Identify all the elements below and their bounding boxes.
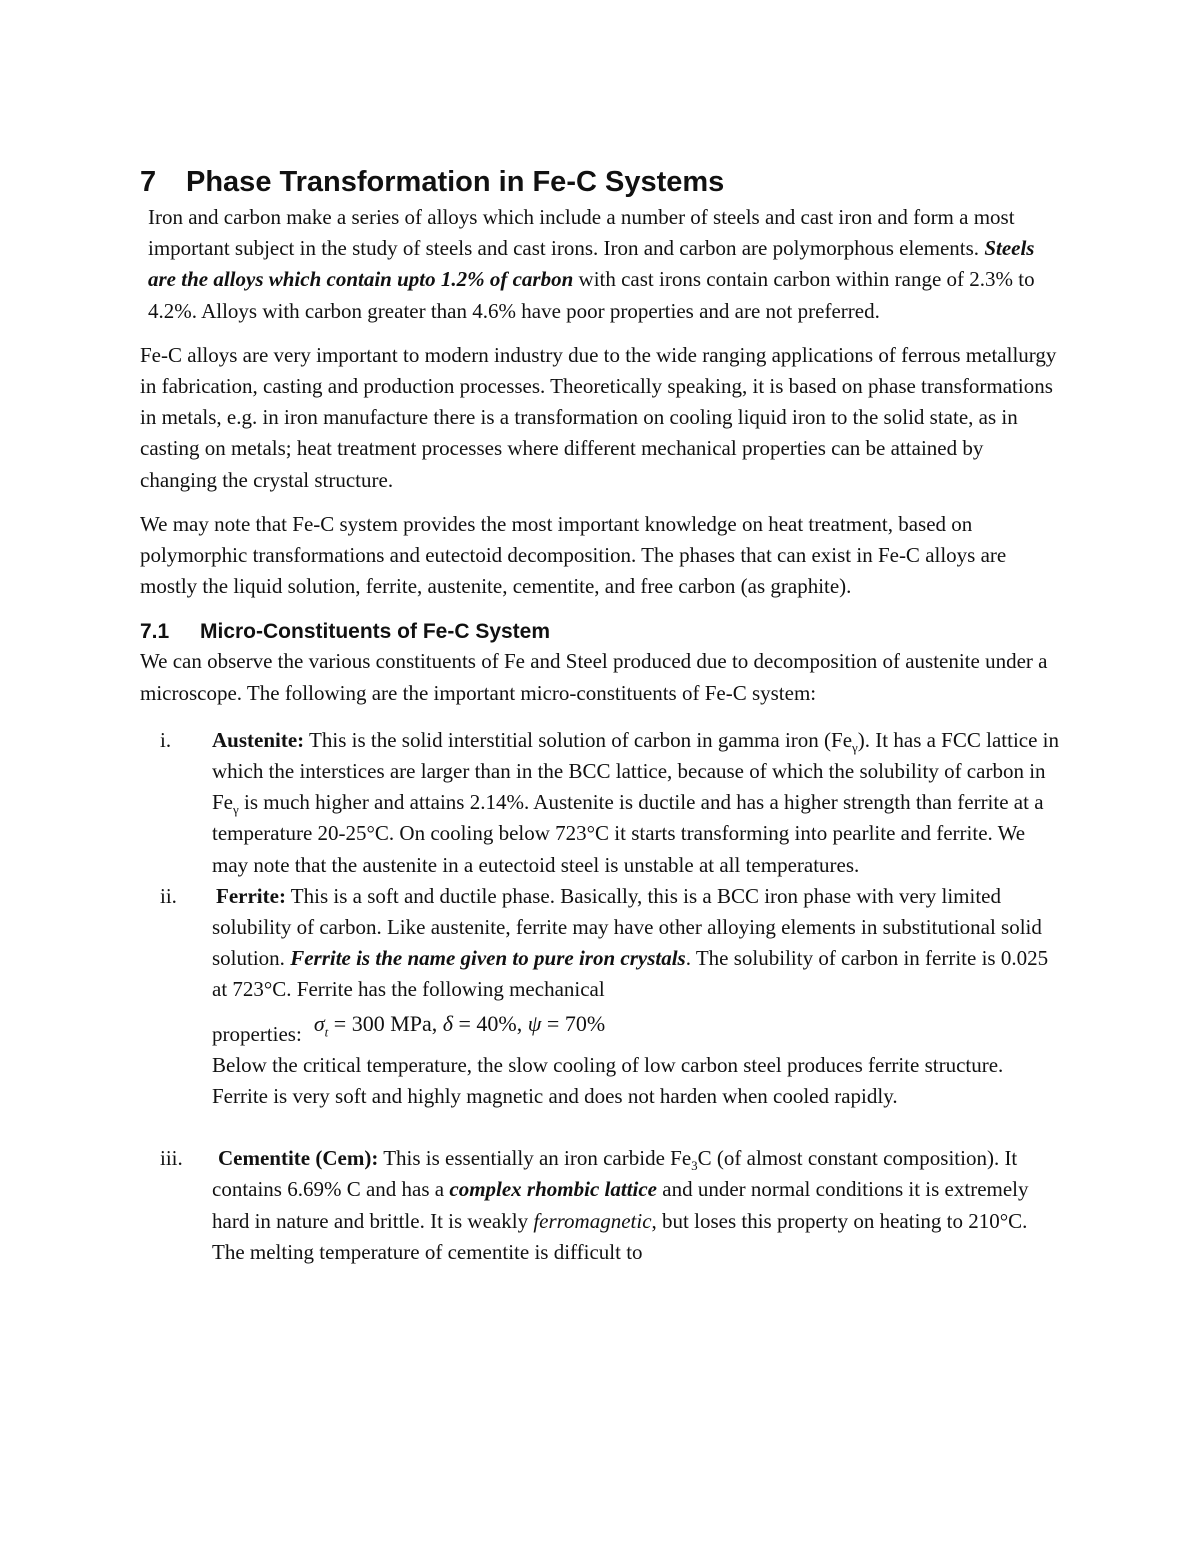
term-cementite: Cementite (Cem): bbox=[218, 1146, 379, 1171]
cementite-text-4: , but loses this property on heating to 210°C. The melting temperature of cementite is difficult to bbox=[212, 1208, 1028, 1264]
gamma-subscript: γ bbox=[852, 740, 858, 756]
list-marker: i. bbox=[160, 727, 172, 752]
intro-paragraph-1 bbox=[140, 202, 1060, 327]
section-intro: We can observe the various constituents of Fe and Steel produced due to decomposition of austenite under a microscope. The following are the important micro-constituents of Fe-C system: bbox=[140, 649, 1048, 705]
section-title: Micro-Constituents of Fe-C System bbox=[200, 620, 551, 644]
list-marker: iii. bbox=[160, 1146, 183, 1171]
chapter-title: Phase Transformation in Fe-C Systems bbox=[186, 166, 725, 198]
term-austenite: Austenite: bbox=[212, 727, 305, 752]
list-item-austenite bbox=[140, 725, 1060, 881]
psi-symbol: ψ bbox=[527, 1010, 542, 1036]
austenite-text-2: ). It has a FCC lattice in which the interstices are larger than in the BCC lattice, because of which the solubility of carbon in Fe bbox=[212, 727, 1060, 815]
intro-paragraph-3: We may note that Fe-C system provides the most important knowledge on heat treatment, based on polymorphic transformations and eutectoid decomposition. The phases that can exist in Fe-C alloys are mostly the liquid solution, ferrite, austenite, cementite, and free carbon (as graphite). bbox=[140, 511, 1007, 599]
section-number: 7.1 bbox=[140, 620, 170, 644]
austenite-text-1: This is the solid interstitial solution of carbon in gamma iron (Fe bbox=[304, 727, 853, 752]
cementite-emphasis-lattice: complex rhombic lattice bbox=[449, 1177, 658, 1202]
intro-p1-emphasis: Steels are the alloys which contain upto 1.2% of carbon bbox=[148, 236, 1035, 292]
chapter-heading bbox=[140, 162, 1060, 202]
austenite-text-3: is much higher and attains 2.14%. Austenite is ductile and has a higher strength than ferrite at a temperature 20-25°C. On cooling below 723°C it starts transforming into pearlite and ferrite. We may note that the austenite in a eutectoid steel is unstable at all temperatures. bbox=[212, 790, 1044, 877]
section-heading bbox=[140, 618, 1060, 646]
ferrite-text-2: . The solubility of carbon in ferrite is 0.025 at 723°C. Ferrite has the following mechanical bbox=[212, 946, 1049, 1002]
gamma-subscript: γ bbox=[233, 802, 239, 818]
document-page bbox=[140, 162, 1060, 1268]
ferrite-properties-row bbox=[212, 1010, 1060, 1050]
term-ferrite: Ferrite: bbox=[216, 883, 286, 908]
delta-symbol: δ bbox=[442, 1010, 453, 1036]
intro-paragraph-2: Fe-C alloys are very important to modern industry due to the wide ranging applications of ferrous metallurgy in fabrication, casting and production processes. Theoretically speaking, it is based on phase transformations in metals, e.g. in iron manufacture there is a transformation on cooling liquid iron to the solid state, as in casting on metals; heat treatment processes where different mechanical properties can be attained by changing the crystal structure. bbox=[140, 342, 1057, 492]
cementite-text-2: C (of almost constant composition). It contains 6.69% C and has a bbox=[212, 1146, 1018, 1202]
chapter-number: 7 bbox=[140, 166, 157, 198]
ferrite-emphasis: Ferrite is the name given to pure iron crystals bbox=[290, 946, 686, 971]
sigma-symbol: σ bbox=[313, 1010, 325, 1036]
ferrite-text-1: This is a soft and ductile phase. Basically, this is a BCC iron phase with very limited solubility of carbon. Like austenite, ferrite may have other alloying elements in substitutional solid solution. bbox=[212, 883, 1042, 971]
constituent-list bbox=[140, 725, 1060, 1268]
list-marker: ii. bbox=[160, 883, 177, 908]
properties-label: properties: bbox=[212, 1021, 302, 1046]
ferrite-line-3: Ferrite is very soft and highly magnetic and does not harden when cooled rapidly. bbox=[212, 1084, 898, 1109]
intro-p1-text-b: with cast irons contain carbon within range of 2.3% to 4.2%. Alloys with carbon greater than 4.6% have poor properties and are not preferred. bbox=[148, 267, 1035, 323]
list-item-cementite bbox=[140, 1143, 1060, 1268]
delta-value: = 40%, bbox=[453, 1010, 528, 1036]
cementite-emphasis-ferromagnetic: ferromagnetic bbox=[533, 1208, 652, 1233]
ferrite-properties-formula bbox=[314, 1008, 605, 1039]
cementite-text-1: This is essentially an iron carbide Fe bbox=[378, 1146, 692, 1171]
intro-p1-text-a: Iron and carbon make a series of alloys which include a number of steels and cast iron and form a most important subject in the study of steels and cast irons. Iron and carbon are polymorphous elements. bbox=[148, 205, 1015, 261]
list-item-ferrite bbox=[140, 881, 1060, 1112]
fe3c-subscript: 3 bbox=[691, 1158, 698, 1174]
ferrite-line-2: Below the critical temperature, the slow cooling of low carbon steel produces ferrite structure. bbox=[212, 1052, 1004, 1077]
sigma-subscript: t bbox=[324, 1024, 329, 1040]
sigma-value: = 300 MPa, bbox=[328, 1010, 443, 1036]
cementite-text-3: and under normal conditions it is extremely hard in nature and brittle. It is weakly bbox=[212, 1177, 1029, 1233]
psi-value: = 70% bbox=[541, 1010, 606, 1036]
